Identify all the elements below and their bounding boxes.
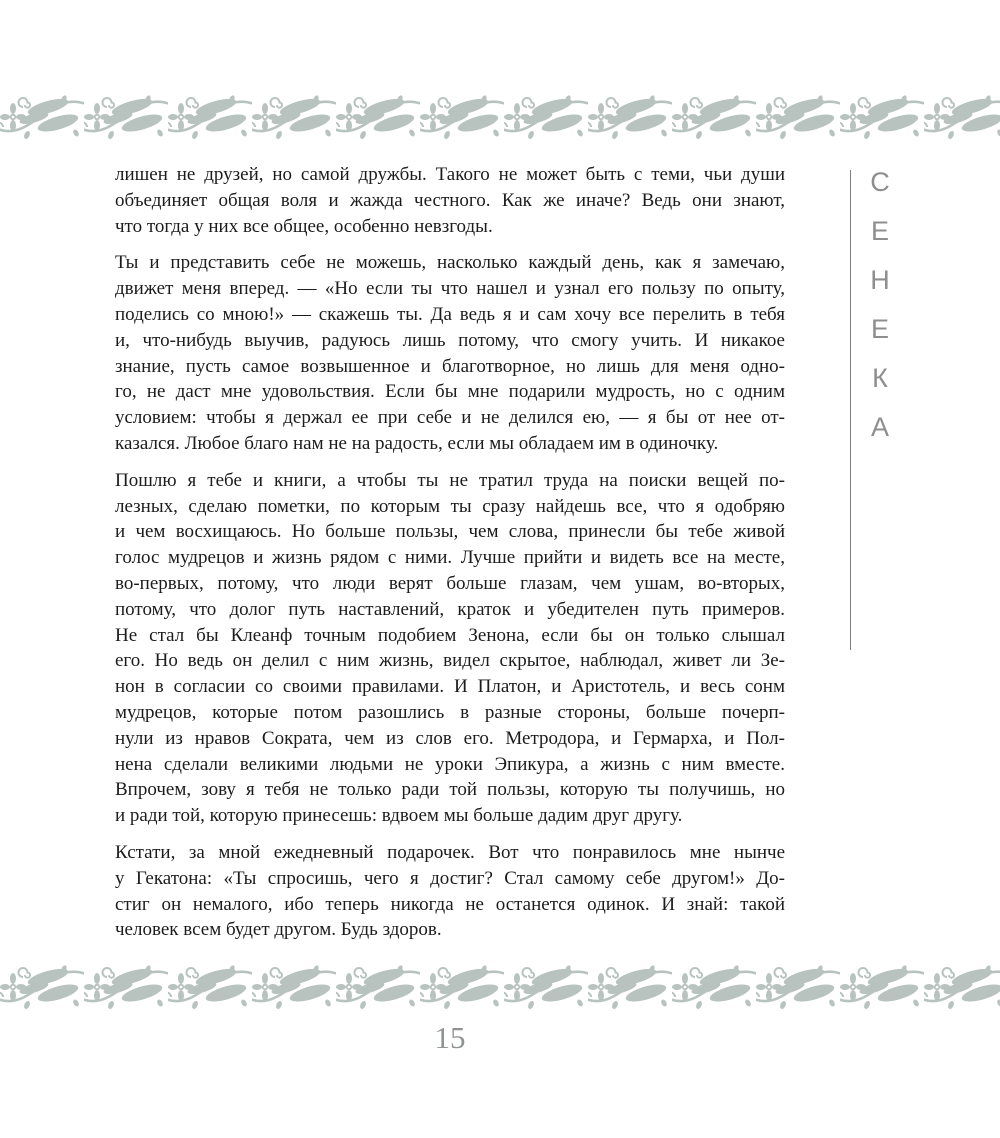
text-line: и ради той, которую принесешь: вдвоем мы больше дадим друг другу. (115, 805, 683, 827)
author-letter: Е (870, 216, 889, 246)
text-line: потому, что долог путь наставлений, краток и убедителен путь примеров. (115, 598, 785, 620)
floral-ornament-pattern (0, 963, 1000, 1013)
text-line: казался. Любое благо нам не на радость, если мы обладаем им в одиночку. (115, 432, 719, 454)
author-name-vertical (858, 166, 902, 460)
author-letter: Н (870, 265, 890, 295)
text-line: голос мудрецов и жизнь рядом с ними. Лучше прийти и видеть все на месте, (115, 547, 785, 569)
text-line: Пошлю я тебе и книги, а чтобы ты не тратил труда на поиски вещей по- (115, 469, 785, 491)
letter-body-text (115, 162, 785, 954)
floral-ornament-pattern (0, 93, 1000, 143)
text-line: го, не даст мне удовольствия. Если бы мне подарили мудрость, но с одним (115, 381, 785, 403)
text-line: Кстати, за мной ежедневный подарочек. Вот что понравилось мне нынче (115, 841, 785, 863)
ornament-border-bottom (0, 963, 1000, 1013)
text-line: нули из нравов Сократа, чем из слов его. Метродора, и Гермарха, и Пол- (115, 727, 785, 749)
text-line: у Гекатона: «Ты спросишь, чего я достиг? Стал самому себе другом!» До- (115, 867, 785, 889)
text-line: Не стал бы Клеанф точным подобием Зенона, если бы он только слышал (115, 624, 785, 646)
vertical-divider (850, 170, 851, 650)
author-letter: К (872, 363, 888, 393)
text-line: объединяет общая воля и жажда честного. Как же иначе? Ведь они знают, (115, 189, 785, 211)
text-line: во-первых, потому, что люди верят больше глазам, чем ушам, во-вторых, (115, 572, 785, 594)
paragraph (115, 250, 785, 456)
text-line: что тогда у них все общее, особенно невзгоды. (115, 215, 493, 237)
paragraph (115, 162, 785, 239)
paragraph (115, 468, 785, 829)
text-line: нена сделали великими людьми не уроки Эпикура, а жизнь с ним вместе. (115, 753, 785, 775)
text-line: и чем восхищаюсь. Но больше пользы, чем слова, принесли бы тебе живой (115, 521, 785, 543)
text-line: человек всем будет другом. Будь здоров. (115, 919, 442, 941)
text-line: Ты и представить себе не можешь, насколько каждый день, как я замечаю, (115, 252, 785, 274)
text-line: мудрецов, которые потом разошлись в разные стороны, больше почерп- (115, 701, 785, 723)
text-line: его. Но ведь он делил с ним жизнь, видел скрытое, наблюдал, живет ли Зе- (115, 650, 785, 672)
text-line: движет меня вперед. — «Но если ты что нашел и узнал его пользу по опыту, (115, 278, 785, 300)
text-line: стиг он немалого, ибо теперь никогда не останется одинок. И знай: такой (115, 893, 785, 915)
text-line: лезных, сделаю пометки, по которым ты сразу найдешь все, что я одобряю (115, 495, 785, 517)
text-line: лишен не друзей, но самой дружбы. Такого не может быть с теми, чьи души (115, 164, 785, 185)
text-line: Впрочем, зову я тебя не только ради той пользы, которую ты получишь, но (115, 779, 785, 801)
text-line: условием: чтобы я держал ее при себе и не делился ею, — я бы от нее от- (115, 407, 785, 429)
text-line: нон в согласии со своими правилами. И Платон, и Аристотель, и весь сонм (115, 676, 785, 698)
author-letter: А (870, 412, 889, 442)
ornament-border-top (0, 93, 1000, 143)
author-letter: С (870, 167, 890, 197)
page-number: 15 (434, 1020, 466, 1055)
author-letter: Е (870, 314, 889, 344)
text-line: знание, пусть самое возвышенное и благотворное, но лишь для меня одно- (115, 355, 785, 377)
paragraph (115, 840, 785, 943)
text-line: поделись со мною!» — скажешь ты. Да ведь я и сам хочу все перелить в тебя (115, 303, 785, 325)
text-line: и, что-нибудь выучив, радуюсь лишь потому, что смогу учить. И никакое (115, 329, 785, 351)
